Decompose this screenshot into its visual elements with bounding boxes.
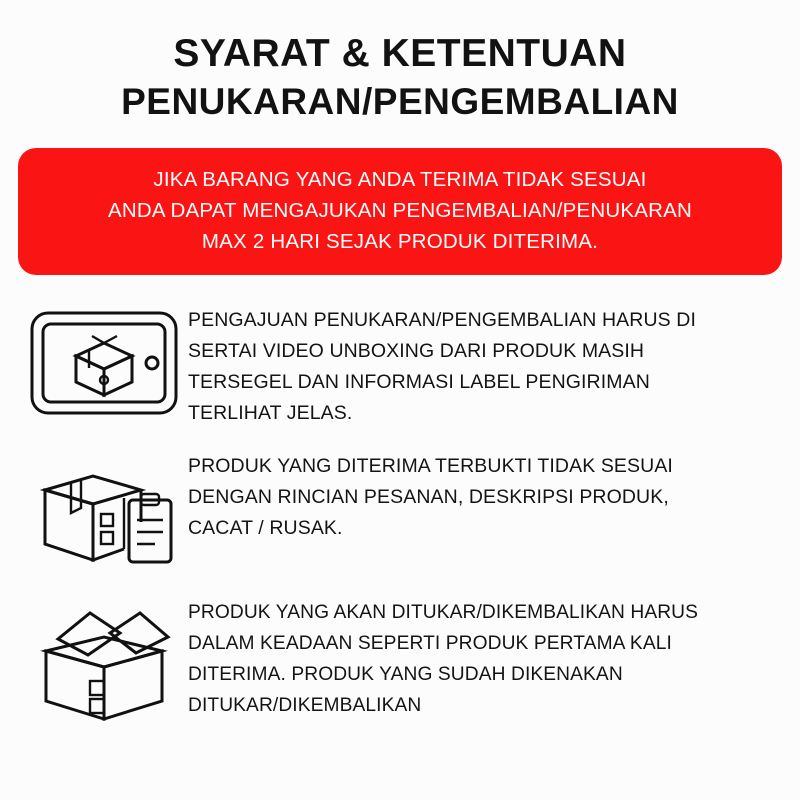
banner-line-1: JIKA BARANG YANG ANDA TERIMA TIDAK SESUAI [153,168,647,191]
page-title-line-2: PENUKARAN/PENGEMBALIAN [121,81,679,122]
rule-2-line-2: DENGAN RINCIAN PESANAN, DESKRIPSI PRODUK, [188,486,669,508]
rule-text [180,301,786,429]
rule-1-line-3: TERSEGEL DAN INFORMASI LABEL PENGIRIMAN [188,371,650,393]
rule-2-line-3: CACAT / RUSAK. [188,517,343,539]
rules-list [0,301,800,733]
banner-line-3: MAX 2 HARI SEJAK PRODUK DITERIMA. [201,230,599,253]
open-box-icon [28,593,180,733]
rule-text [180,593,786,721]
rule-1-line-4: TERLIHAT JELAS. [188,402,353,424]
rule-3-line-2: DALAM KEADAAN SEPERTI PRODUK PERTAMA KALI [188,633,672,654]
list-item [28,447,786,575]
rule-3-line-4: DITUKAR/DIKEMBALIKAN [188,695,422,716]
rule-1-line-1: PENGAJUAN PENUKARAN/PENGEMBALIAN HARUS DI [188,309,696,331]
rule-3-line-1: PRODUK YANG AKAN DITUKAR/DIKEMBALIKAN HARUS [188,602,699,623]
phone-unboxing-video-icon [28,301,180,425]
box-with-checklist-icon [28,447,180,575]
rule-2-line-1: PRODUK YANG DITERIMA TERBUKTI TIDAK SESUAI [188,455,673,477]
page-title-line-1: SYARAT & KETENTUAN [173,32,627,75]
rule-text [180,447,786,544]
page-title [0,0,800,126]
list-item [28,301,786,429]
return-policy-banner [18,148,782,275]
rule-3-line-3: DITERIMA. PRODUK YANG SUDAH DIKENAKAN [188,664,623,685]
rule-1-line-2: SERTAI VIDEO UNBOXING DARI PRODUK MASIH [188,340,645,362]
banner-line-2: ANDA DAPAT MENGAJUKAN PENGEMBALIAN/PENUKARAN [107,199,693,222]
list-item [28,593,786,733]
